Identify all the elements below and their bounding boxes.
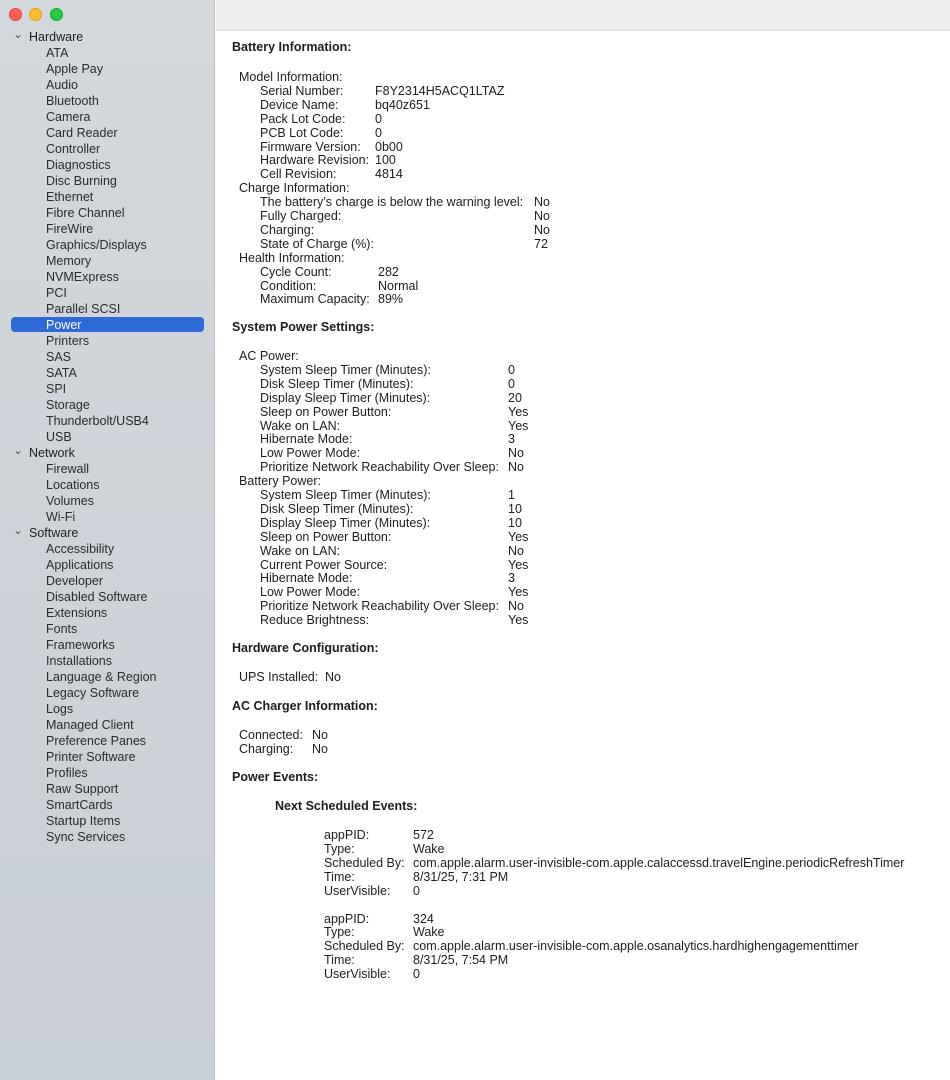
- sidebar-item-audio[interactable]: [0, 77, 215, 93]
- sidebar-item-label: Thunderbolt/USB4: [46, 414, 149, 428]
- setting-row: [260, 571, 515, 586]
- info-row: [260, 167, 403, 182]
- row-value: 0: [413, 967, 420, 982]
- sidebar-item-thunderbolt-usb4[interactable]: [0, 413, 215, 429]
- sidebar-item-storage[interactable]: [0, 397, 215, 413]
- row-value: 572: [413, 828, 434, 842]
- sidebar-item-label: Memory: [46, 254, 92, 268]
- sidebar-item-label: ATA: [46, 46, 69, 60]
- sidebar-item-card-reader[interactable]: [0, 125, 215, 141]
- charger-row: [239, 741, 328, 756]
- row-key: Hibernate Mode:: [260, 571, 353, 586]
- row-key: UPS Installed:: [239, 670, 319, 684]
- row-key: appPID:: [324, 911, 370, 926]
- row-value: No: [508, 460, 524, 475]
- sidebar-item-label: Disc Burning: [46, 174, 117, 188]
- setting-row: [260, 460, 524, 475]
- group-label: Health Information:: [239, 250, 345, 265]
- row-key: Reduce Brightness:: [260, 613, 370, 628]
- sidebar-item-label: PCI: [46, 286, 67, 300]
- sidebar-item-sas[interactable]: [0, 349, 215, 365]
- group-label: Battery Power:: [239, 474, 321, 489]
- setting-row: [260, 599, 524, 614]
- category-tree: [0, 29, 215, 845]
- sidebar-item-label: Wi-Fi: [46, 510, 76, 524]
- sidebar-item-sata[interactable]: [0, 365, 215, 381]
- event-row: [324, 883, 420, 898]
- row-key: UserVisible:: [324, 967, 391, 982]
- main-pane: [216, 0, 950, 1080]
- row-value: 10: [508, 515, 522, 530]
- sidebar-group-label: Network: [29, 446, 75, 460]
- event-row: [324, 911, 434, 926]
- sidebar-item-label: Audio: [46, 78, 78, 92]
- row-key: Cell Revision:: [260, 167, 337, 182]
- row-key: Prioritize Network Reachability Over Sleep:: [260, 599, 499, 614]
- row-value: 0: [375, 111, 382, 126]
- row-key: Connected:: [239, 728, 303, 742]
- sidebar-item-installations[interactable]: [0, 653, 215, 669]
- row-key: Hardware Revision:: [260, 153, 370, 168]
- sidebar-item-firewall[interactable]: [0, 461, 215, 477]
- sidebar-item-label: Frameworks: [46, 638, 115, 652]
- sidebar-item-label: Camera: [46, 110, 91, 124]
- setting-row: [260, 515, 522, 530]
- info-row: [260, 139, 403, 154]
- row-value: 8/31/25, 7:31 PM: [413, 869, 509, 884]
- info-row: [260, 111, 382, 126]
- sidebar-item-logs[interactable]: [0, 701, 215, 717]
- setting-row: [260, 390, 522, 405]
- row-value: No: [534, 222, 550, 237]
- sidebar-item-label: Sync Services: [46, 830, 126, 844]
- setting-row: [260, 543, 524, 558]
- sidebar-item-label: SPI: [46, 382, 67, 396]
- sidebar-item-locations[interactable]: [0, 477, 215, 493]
- sidebar-item-camera[interactable]: [0, 109, 215, 125]
- info-row: [260, 195, 550, 210]
- sidebar-item-diagnostics[interactable]: [0, 157, 215, 173]
- group-label: Model Information:: [239, 70, 343, 84]
- row-key: Display Sleep Timer (Minutes):: [260, 390, 431, 405]
- row-key: Pack Lot Code:: [260, 111, 346, 126]
- event-row: [324, 869, 509, 884]
- row-value: 100: [375, 153, 396, 168]
- subsection-title-next-events: Next Scheduled Events:: [275, 799, 418, 813]
- sidebar-item-graphics-displays[interactable]: [0, 237, 215, 253]
- row-key: Type:: [324, 841, 355, 856]
- row-value: 282: [378, 264, 399, 279]
- setting-row: [260, 501, 522, 516]
- row-value: 89%: [378, 292, 404, 307]
- sidebar-item-spi[interactable]: [0, 381, 215, 397]
- sidebar-item-ethernet[interactable]: [0, 189, 215, 205]
- sidebar-item-accessibility[interactable]: [0, 541, 215, 557]
- sidebar-item-label: Printer Software: [46, 750, 136, 764]
- row-key: Low Power Mode:: [260, 585, 361, 600]
- group-label: Charge Information:: [239, 181, 350, 196]
- info-row: [260, 278, 419, 293]
- row-key: Maximum Capacity:: [260, 292, 370, 307]
- info-row: [260, 236, 548, 251]
- group-label: AC Power:: [239, 349, 299, 363]
- row-key: Sleep on Power Button:: [260, 404, 392, 419]
- row-key: Prioritize Network Reachability Over Sleep:: [260, 460, 499, 475]
- sidebar-item-frameworks[interactable]: [0, 637, 215, 653]
- section-title-hardware-config: Hardware Configuration:: [232, 641, 379, 655]
- row-key: Disk Sleep Timer (Minutes):: [260, 376, 414, 391]
- row-key: Time:: [324, 869, 355, 884]
- row-key: appPID:: [324, 828, 370, 842]
- sidebar-item-label: Managed Client: [46, 718, 134, 732]
- row-value: Normal: [378, 278, 419, 293]
- row-value: Wake: [413, 925, 445, 940]
- row-key: Scheduled By:: [324, 939, 405, 954]
- sidebar-item-label: Legacy Software: [46, 686, 140, 700]
- row-value: 0: [508, 376, 515, 391]
- sidebar-item-label: Printers: [46, 334, 90, 348]
- sidebar-item-nvmexpress[interactable]: [0, 269, 215, 285]
- event-row: [324, 828, 434, 842]
- sidebar-item-label: Installations: [46, 654, 113, 668]
- sidebar-item-memory[interactable]: [0, 253, 215, 269]
- sidebar-item-label: Locations: [46, 478, 100, 492]
- sidebar-item-label: Bluetooth: [46, 94, 99, 108]
- row-key: PCB Lot Code:: [260, 125, 344, 140]
- sidebar-item-label: Controller: [46, 142, 101, 156]
- config-row: [239, 670, 341, 684]
- sidebar-item-label: SATA: [46, 366, 77, 380]
- event-row: [324, 939, 859, 954]
- row-value: 3: [508, 432, 515, 447]
- setting-row: [260, 362, 515, 377]
- info-row: [260, 222, 550, 237]
- charger-row: [239, 728, 328, 742]
- row-value: 1: [508, 488, 515, 502]
- sidebar-item-disabled-software[interactable]: [0, 589, 215, 605]
- chevron-down-icon[interactable]: ⌄: [13, 523, 24, 537]
- row-key: Serial Number:: [260, 83, 344, 98]
- setting-row: [260, 404, 529, 419]
- row-value: com.apple.alarm.user-invisible-com.apple.osanalytics.hardhighengagementtimer: [413, 939, 859, 954]
- sidebar-item-label: Parallel SCSI: [46, 302, 121, 316]
- info-row: [260, 264, 399, 279]
- selection-highlight: [11, 317, 204, 332]
- sidebar-item-label: Extensions: [46, 606, 108, 620]
- row-key: Hibernate Mode:: [260, 432, 353, 447]
- sidebar-item-label: Startup Items: [46, 814, 121, 828]
- sidebar-item-raw-support[interactable]: [0, 781, 215, 797]
- section-title-ac-charger: AC Charger Information:: [232, 699, 378, 713]
- sidebar-item-label: SAS: [46, 350, 72, 364]
- setting-row: [260, 488, 515, 502]
- zoom-window-button[interactable]: [50, 8, 63, 21]
- sidebar-item-printer-software[interactable]: [0, 749, 215, 765]
- sidebar-item-label: Profiles: [46, 766, 88, 780]
- row-value: No: [508, 543, 524, 558]
- sidebar-item-label: Fonts: [46, 622, 78, 636]
- row-key: System Sleep Timer (Minutes):: [260, 488, 431, 502]
- sidebar-item-label: Accessibility: [46, 542, 115, 556]
- row-value: Wake: [413, 841, 445, 856]
- info-row: [260, 97, 430, 112]
- row-value: Yes: [508, 529, 529, 544]
- sidebar-item-label: Power: [46, 318, 82, 332]
- row-value: No: [534, 209, 550, 223]
- sidebar-item-label: Fibre Channel: [46, 206, 125, 220]
- row-key: Sleep on Power Button:: [260, 529, 392, 544]
- event-row: [324, 855, 905, 870]
- sidebar-item-label: USB: [46, 430, 72, 444]
- sidebar-item-label: Volumes: [46, 494, 94, 508]
- setting-row: [260, 529, 529, 544]
- row-key: Low Power Mode:: [260, 446, 361, 461]
- setting-row: [260, 418, 529, 433]
- row-key: The battery’s charge is below the warning level:: [260, 195, 524, 210]
- row-value: 4814: [375, 167, 403, 182]
- sidebar-item-pci[interactable]: [0, 285, 215, 301]
- setting-row: [260, 376, 515, 391]
- sidebar-item-printers[interactable]: [0, 333, 215, 349]
- sidebar-item-label: Raw Support: [46, 782, 119, 796]
- row-key: Fully Charged:: [260, 209, 342, 223]
- row-value: 20: [508, 390, 522, 405]
- sidebar-item-disc-burning[interactable]: [0, 173, 215, 189]
- sidebar-item-label: Diagnostics: [46, 158, 111, 172]
- chevron-down-icon[interactable]: ⌄: [13, 27, 24, 41]
- event-row: [324, 841, 445, 856]
- sidebar-item-legacy-software[interactable]: [0, 685, 215, 701]
- row-value: No: [508, 446, 524, 461]
- info-row: [260, 292, 404, 307]
- info-row: [260, 125, 382, 140]
- sidebar-item-ata[interactable]: [0, 45, 215, 61]
- info-row: [260, 153, 396, 168]
- row-value: 0b00: [375, 139, 403, 154]
- row-value: com.apple.alarm.user-invisible-com.apple.calaccessd.travelEngine.periodicRefreshTimer: [413, 855, 905, 870]
- event-row: [324, 925, 445, 940]
- sidebar-item-label: SmartCards: [46, 798, 113, 812]
- sidebar-item-label: Developer: [46, 574, 103, 588]
- row-key: Condition:: [260, 278, 317, 293]
- row-key: Charging:: [239, 741, 294, 756]
- row-value: 0: [508, 362, 515, 377]
- sidebar-item-label: Apple Pay: [46, 62, 103, 76]
- sidebar-item-preference-panes[interactable]: [0, 733, 215, 749]
- sidebar-item-parallel-scsi[interactable]: [0, 301, 215, 317]
- sidebar-item-label: Graphics/Displays: [46, 238, 147, 252]
- sidebar-item-language-region[interactable]: [0, 669, 215, 685]
- row-value: 324: [413, 911, 434, 926]
- sidebar-group-software[interactable]: [0, 525, 215, 541]
- setting-row: [260, 613, 529, 628]
- setting-row: [260, 432, 515, 447]
- row-key: Charging:: [260, 222, 315, 237]
- sidebar-item-bluetooth[interactable]: [0, 93, 215, 109]
- sidebar-item-label: Card Reader: [46, 126, 118, 140]
- row-value: 0: [413, 883, 420, 898]
- row-value: Yes: [508, 613, 529, 628]
- row-value: 3: [508, 571, 515, 586]
- row-value: bq40z651: [375, 97, 430, 112]
- row-value: No: [312, 728, 328, 742]
- row-key: Type:: [324, 925, 355, 940]
- sidebar-item-label: Preference Panes: [46, 734, 147, 748]
- sidebar-item-smartcards[interactable]: [0, 797, 215, 813]
- minimize-window-button[interactable]: [29, 8, 42, 21]
- sidebar-item-controller[interactable]: [0, 141, 215, 157]
- sidebar-item-developer[interactable]: [0, 573, 215, 589]
- sidebar-item-firewire[interactable]: [0, 221, 215, 237]
- row-key: State of Charge (%):: [260, 236, 374, 251]
- sidebar-item-extensions[interactable]: [0, 605, 215, 621]
- sidebar-item-applications[interactable]: [0, 557, 215, 573]
- close-window-button[interactable]: [9, 8, 22, 21]
- row-key: System Sleep Timer (Minutes):: [260, 362, 431, 377]
- sidebar: [0, 0, 215, 1080]
- sidebar-item-label: FireWire: [46, 222, 94, 236]
- row-key: UserVisible:: [324, 883, 391, 898]
- row-key: Disk Sleep Timer (Minutes):: [260, 501, 414, 516]
- section-title-power-settings: System Power Settings:: [232, 320, 375, 334]
- row-key: Display Sleep Timer (Minutes):: [260, 515, 431, 530]
- sidebar-item-sync-services[interactable]: [0, 829, 215, 845]
- row-value: Yes: [508, 418, 529, 433]
- sidebar-item-managed-client[interactable]: [0, 717, 215, 733]
- row-key: Cycle Count:: [260, 264, 332, 279]
- chevron-down-icon[interactable]: ⌄: [13, 443, 24, 457]
- row-value: No: [508, 599, 524, 614]
- sidebar-item-label: Firewall: [46, 462, 90, 476]
- sidebar-group-label: Software: [29, 526, 79, 540]
- sidebar-item-label: Logs: [46, 702, 74, 716]
- info-row: [260, 83, 505, 98]
- row-value: No: [325, 670, 341, 684]
- setting-row: [260, 446, 524, 461]
- row-value: No: [534, 195, 550, 210]
- sidebar-item-apple-pay[interactable]: [0, 61, 215, 77]
- sidebar-item-startup-items[interactable]: [0, 813, 215, 829]
- sidebar-group-label: Hardware: [29, 30, 84, 44]
- row-value: Yes: [508, 585, 529, 600]
- sidebar-item-label: Disabled Software: [46, 590, 148, 604]
- sidebar-item-volumes[interactable]: [0, 493, 215, 509]
- sidebar-item-label: Storage: [46, 398, 90, 412]
- sidebar-group-hardware[interactable]: [0, 29, 215, 45]
- section-title-power-events: Power Events:: [232, 770, 319, 784]
- row-key: Wake on LAN:: [260, 418, 341, 433]
- setting-row: [260, 557, 529, 572]
- sidebar-item-fibre-channel[interactable]: [0, 205, 215, 221]
- setting-row: [260, 585, 529, 600]
- sidebar-item-label: Language & Region: [46, 670, 157, 684]
- row-value: 10: [508, 501, 522, 516]
- sidebar-item-fonts[interactable]: [0, 621, 215, 637]
- row-value: F8Y2314H5ACQ1LTAZ: [375, 83, 505, 98]
- sidebar-item-wi-fi[interactable]: [0, 509, 215, 525]
- row-value: 72: [534, 236, 548, 251]
- row-key: Wake on LAN:: [260, 543, 341, 558]
- row-value: Yes: [508, 557, 529, 572]
- sidebar-group-network[interactable]: [0, 445, 215, 461]
- section-title-battery: Battery Information:: [232, 40, 352, 54]
- row-key: Time:: [324, 953, 355, 968]
- row-key: Firmware Version:: [260, 139, 361, 154]
- row-value: Yes: [508, 404, 529, 419]
- row-value: 0: [375, 125, 382, 140]
- event-row: [324, 967, 420, 982]
- row-key: Device Name:: [260, 97, 339, 112]
- sidebar-item-power[interactable]: [0, 317, 215, 333]
- toolbar: [216, 0, 950, 31]
- sidebar-item-usb[interactable]: [0, 429, 215, 445]
- sidebar-item-label: NVMExpress: [46, 270, 119, 284]
- row-value: No: [312, 741, 328, 756]
- row-key: Scheduled By:: [324, 855, 405, 870]
- sidebar-item-label: Applications: [46, 558, 114, 572]
- sidebar-item-profiles[interactable]: [0, 765, 215, 781]
- info-row: [260, 209, 550, 223]
- row-value: 8/31/25, 7:54 PM: [413, 953, 509, 968]
- event-row: [324, 953, 509, 968]
- sidebar-item-label: Ethernet: [46, 190, 94, 204]
- row-key: Current Power Source:: [260, 557, 388, 572]
